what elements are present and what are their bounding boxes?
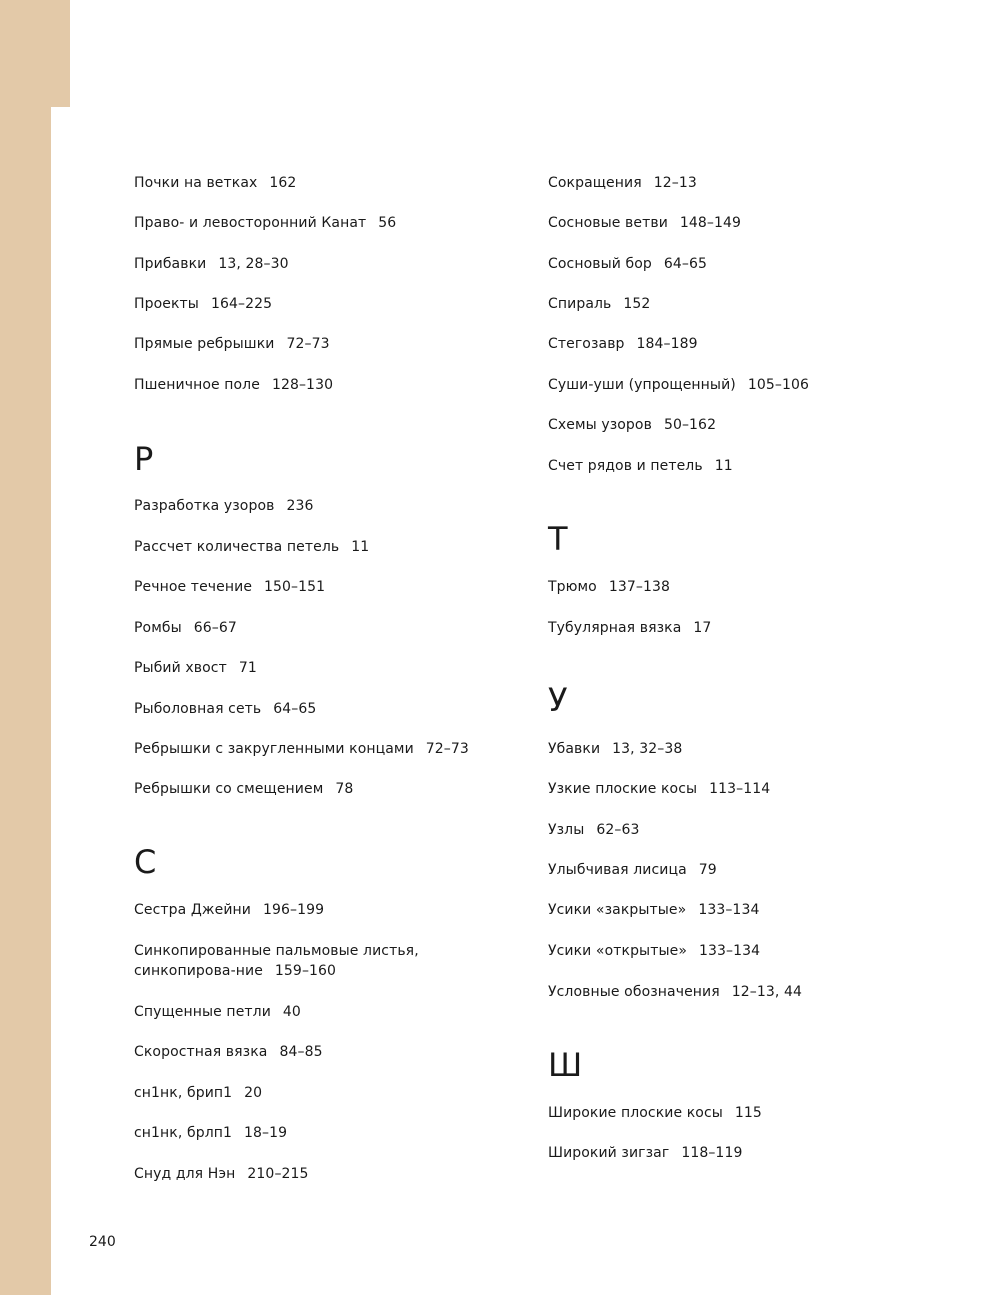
index-entry: Рассчет количества петель 11 bbox=[134, 539, 370, 555]
index-entry: Улыбчивая лисица 79 bbox=[548, 862, 717, 878]
index-entry: Почки на ветках 162 bbox=[134, 175, 297, 191]
index-entry: Стегозавр 184–189 bbox=[548, 336, 698, 352]
index-entry: Ребрышки со смещением 78 bbox=[134, 781, 354, 797]
index-entry: Узлы 62–63 bbox=[548, 822, 640, 838]
index-entry: Схемы узоров 50–162 bbox=[548, 417, 717, 433]
index-entry: Рыбий хвост 71 bbox=[134, 660, 257, 676]
section-letter-sh: Ш bbox=[548, 1046, 583, 1084]
index-entry: Речное течение 150–151 bbox=[134, 579, 326, 595]
index-entry: Тубулярная вязка 17 bbox=[548, 620, 712, 636]
index-entry: Трюмо 137–138 bbox=[548, 579, 671, 595]
page-corner-band bbox=[51, 0, 70, 107]
index-entry: Право- и левосторонний Канат 56 bbox=[134, 215, 397, 231]
index-entry: Усики «открытые» 133–134 bbox=[548, 943, 761, 959]
index-entry: Сосновый бор 64–65 bbox=[548, 256, 708, 272]
index-entry: Ромбы 66–67 bbox=[134, 620, 237, 636]
index-entry: Разработка узоров 236 bbox=[134, 498, 314, 514]
index-entry: сн1нк, брлп1 18–19 bbox=[134, 1125, 288, 1141]
index-entry: Усики «закрытые» 133–134 bbox=[548, 902, 760, 918]
index-entry: Широкие плоские косы 115 bbox=[548, 1105, 762, 1121]
index-entry: Ребрышки с закругленными концами 72–73 bbox=[134, 741, 469, 757]
section-letter-u: У bbox=[548, 681, 568, 719]
index-entry: Рыболовная сеть 64–65 bbox=[134, 701, 317, 717]
index-entry: Сосновые ветви 148–149 bbox=[548, 215, 742, 231]
index-entry: Синкопированные пальмовые листья, синкопирова-ние 159–160 bbox=[134, 943, 419, 979]
index-entry: Спущенные петли 40 bbox=[134, 1004, 301, 1020]
index-entry: Снуд для Нэн 210–215 bbox=[134, 1166, 309, 1182]
page-number: 240 bbox=[89, 1234, 116, 1250]
index-entry: Пшеничное поле 128–130 bbox=[134, 377, 334, 393]
section-letter-t: Т bbox=[548, 520, 568, 558]
page-edge-band bbox=[0, 0, 51, 1295]
index-entry: Сестра Джейни 196–199 bbox=[134, 902, 325, 918]
index-entry: Прибавки 13, 28–30 bbox=[134, 256, 289, 272]
index-entry: Спираль 152 bbox=[548, 296, 651, 312]
index-entry: сн1нк, брип1 20 bbox=[134, 1085, 263, 1101]
index-entry: Широкий зигзаг 118–119 bbox=[548, 1145, 743, 1161]
index-entry: Счет рядов и петель 11 bbox=[548, 458, 733, 474]
index-entry: Узкие плоские косы 113–114 bbox=[548, 781, 771, 797]
index-entry: Условные обозначения 12–13, 44 bbox=[548, 984, 803, 1000]
index-entry: Сокращения 12–13 bbox=[548, 175, 697, 191]
index-entry: Проекты 164–225 bbox=[134, 296, 273, 312]
index-entry: Скоростная вязка 84–85 bbox=[134, 1044, 323, 1060]
index-entry: Прямые ребрышки 72–73 bbox=[134, 336, 330, 352]
index-entry: Убавки 13, 32–38 bbox=[548, 741, 683, 757]
index-entry: Суши-уши (упрощенный) 105–106 bbox=[548, 377, 809, 393]
section-letter-s: С bbox=[134, 843, 157, 881]
section-letter-r: Р bbox=[134, 440, 154, 478]
